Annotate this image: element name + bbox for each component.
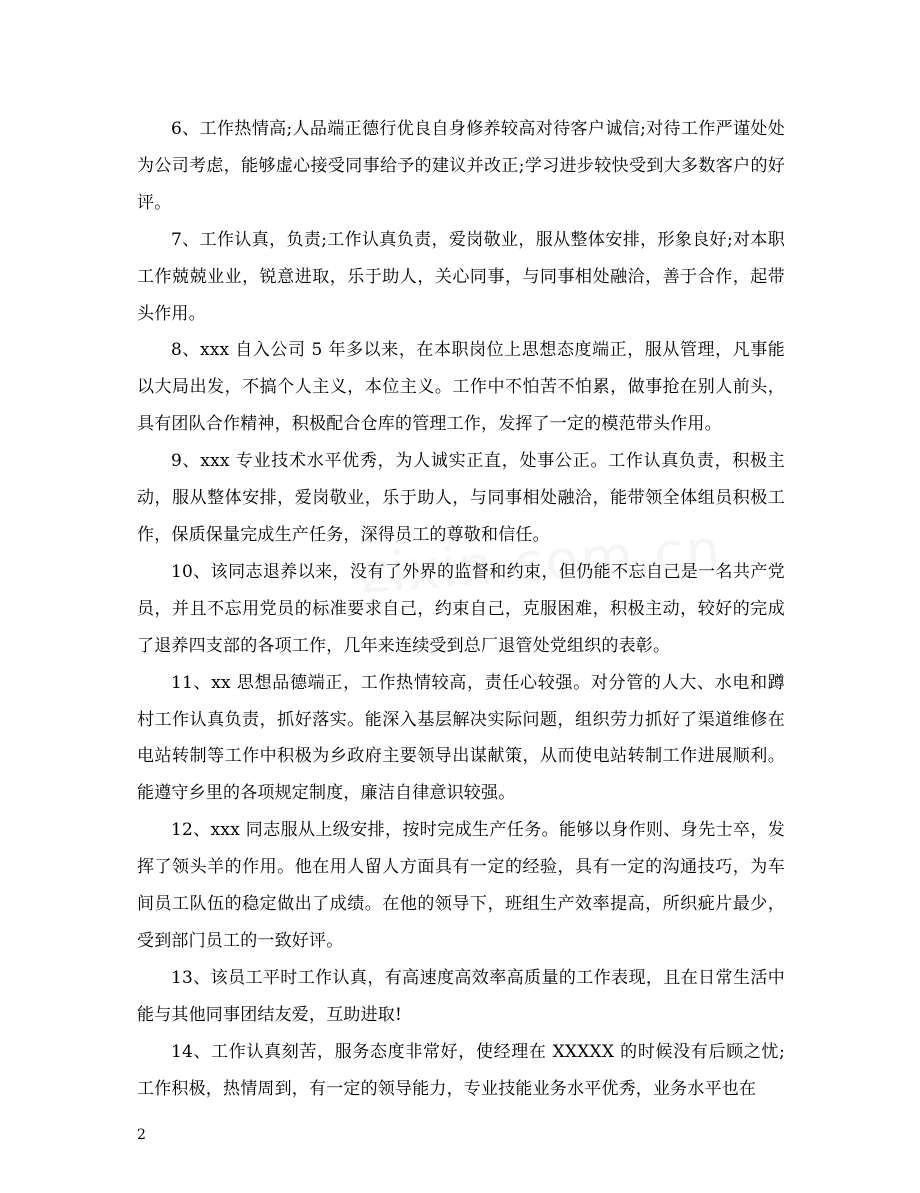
paragraph-8: 8、xxx 自入公司 5 年多以来，在本职岗位上思想态度端正，服从管理，凡事能以大局出发，不搞个人主义，本位主义。工作中不怕苦不怕累，做事抢在别人前头，具有团队合作精神，积极配合仓库的管理工作，发挥了一定的模范带头作用。 [137,340,785,435]
paragraph-14: 14、工作认真刻苦，服务态度非常好，使经理在 XXXXX 的时候没有后顾之忧;工作积极，热情周到，有一定的领导能力，专业技能业务水平优秀，业务水平也在 [137,1041,785,1099]
paragraph-11: 11、xx 思想品德端正，工作热情较高，责任心较强。对分管的人大、水电和蹲村工作认真负责，抓好落实。能深入基层解决实际问题，组织劳力抓好了渠道维修在电站转制等工作中积极为乡政府主要领导出谋献策，从而使电站转制工作进展顺利。能遵守乡里的各项规定制度，廉洁自律意识较强。 [137,672,785,804]
paragraph-10: 10、该同志退养以来，没有了外界的监督和约束，但仍能不忘自己是一名共产党员，并且不忘用党员的标准要求自己，约束自己，克服困难，积极主动，较好的完成了退养四支部的各项工作，几年来连续受到总厂退管处党组织的表彰。 [137,561,785,656]
paragraph-9: 9、xxx 专业技术水平优秀，为人诚实正直，处事公正。工作认真负责，积极主动，服从整体安排，爱岗敬业，乐于助人，与同事相处融洽，能带领全体组员积极工作，保质保量完成生产任务，深得员工的尊敬和信任。 [137,451,785,545]
paragraph-13: 13、该员工平时工作认真，有高速度高效率高质量的工作表现，且在日常生活中能与其他同事团结友爱，互助进取! [137,967,785,1025]
document-body [137,111,785,1107]
paragraph-6: 6、工作热情高;人品端正德行优良自身修养较高对待客户诚信;对待工作严谨处处为公司考虑，能够虚心接受同事给予的建议并改正;学习进步较快受到大多数客户的好评。 [137,119,785,213]
paragraph-7: 7、工作认真，负责;工作认真负责，爱岗敬业，服从整体安排，形象良好;对本职工作兢兢业业，锐意进取，乐于助人，关心同事，与同事相处融洽，善于合作，起带头作用。 [137,229,785,324]
paragraph-12: 12、xxx 同志服从上级安排，按时完成生产任务。能够以身作则、身先士卒，发挥了领头羊的作用。他在用人留人方面具有一定的经验，具有一定的沟通技巧，为车间员工队伍的稳定做出了成绩。在他的领导下，班组生产效率提高，所织疵片最少，受到部门员工的一致好评。 [137,820,785,951]
page-number: 2 [137,1127,146,1143]
